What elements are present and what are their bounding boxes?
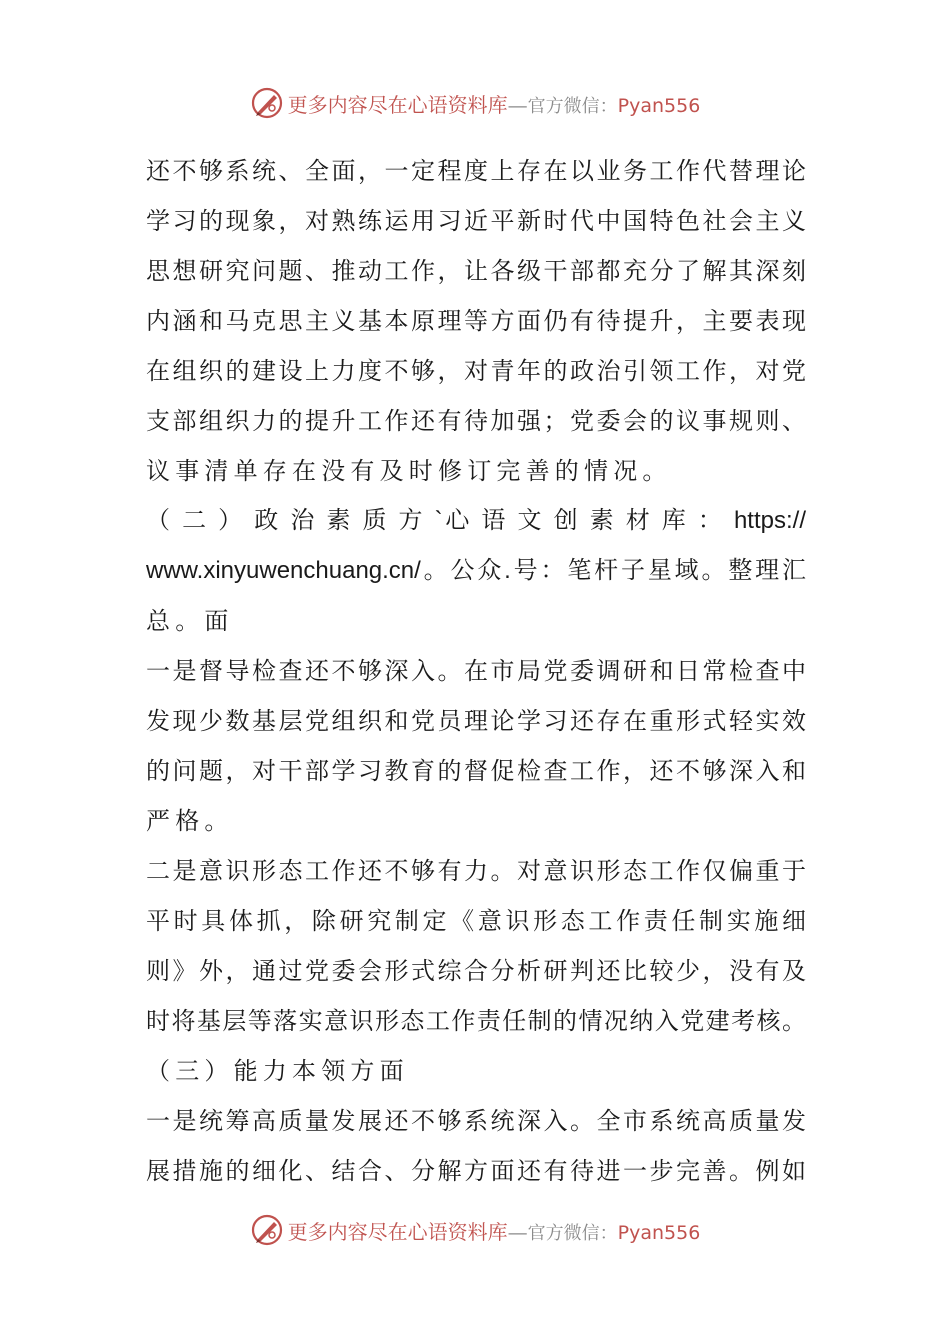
body-line: 内涵和马克思主义基本原理等方面仍有待提升，主要表现 [146,307,806,335]
body-line: 还不够系统、全面，一定程度上存在以业务工作代替理论 [146,157,806,185]
header-site-text: 更多内容尽在心语资料库 [287,92,508,117]
body-line: 学习的现象，对熟练运用习近平新时代中国特色社会主义 [146,207,806,235]
footer-banner-text [288,1216,701,1245]
body-line: 时将基层等落实意识形态工作责任制的情况纳入党建考核。 [146,1007,806,1035]
section-heading-3: （三）能力本领方面 [146,1057,409,1085]
header-official-label: 官方微信： [527,95,618,117]
body-line: 在组织的建设上力度不够，对青年的政治引领工作，对党 [146,357,806,385]
body-line: 总。面 [146,607,234,635]
body-line: 平时具体抓，除研究制定《意识形态工作责任制实施细 [146,907,806,935]
footer-wechat-id: Pyan556 [617,1221,701,1244]
body-line: 议事清单存在没有及时修订完善的情况。 [146,457,672,485]
footer-site-text: 更多内容尽在心语资料库 [287,1219,508,1244]
section-heading-2-line: （ 二 ） 政 治 素 质 方 `心 语 文 创 素 材 库 ： https:// [146,507,806,534]
footer-separator: — [507,1219,528,1244]
header-banner [0,83,950,123]
pen-logo-icon [250,86,284,120]
footer-banner [0,1210,950,1250]
header-wechat-id: Pyan556 [617,94,701,117]
body-line: 展措施的细化、结合、分解方面还有待进一步完善。例如 [146,1157,806,1185]
body-line: 发现少数基层党组织和党员理论学习还存在重形式轻实效 [146,707,806,735]
body-line: 二是意识形态工作还不够有力。对意识形态工作仅偏重于 [146,857,806,885]
body-line: www.xinyuwenchuang.cn/。公众.号：笔杆子星域。整理汇 [146,557,806,584]
body-line: 严格。 [146,807,234,835]
body-line: 的问题，对干部学习教育的督促检查工作，还不够深入和 [146,757,806,785]
body-line: 思想研究问题、推动工作，让各级干部都充分了解其深刻 [146,257,806,285]
body-line: 支部组织力的提升工作还有待加强；党委会的议事规则、 [146,407,806,435]
header-banner-text [288,89,701,118]
document-body [146,146,806,1196]
body-line: 一是督导检查还不够深入。在市局党委调研和日常检查中 [146,657,806,685]
pen-logo-icon [250,1213,284,1247]
body-line: 则》外，通过党委会形式综合分析研判还比较少，没有及 [146,957,806,985]
body-line: 一是统筹高质量发展还不够系统深入。全市系统高质量发 [146,1107,806,1135]
footer-official-label: 官方微信： [527,1222,618,1244]
header-separator: — [507,92,528,117]
